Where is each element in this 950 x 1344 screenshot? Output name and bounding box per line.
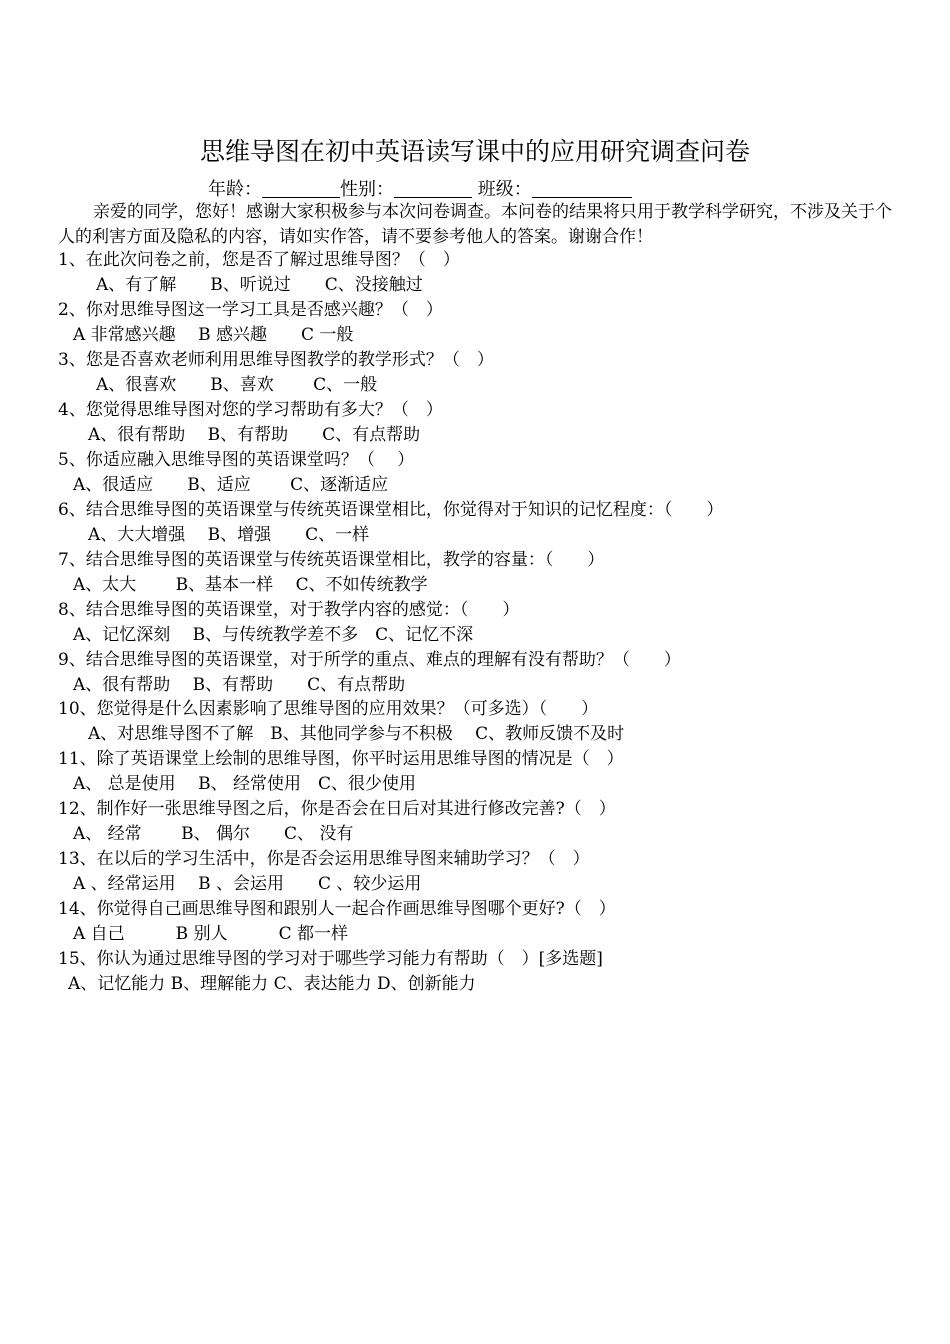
question-6-options: A、大大增强 B、增强 C、一样: [88, 525, 370, 545]
question-3: 3、您是否喜欢老师利用思维导图教学的教学形式？（ ）: [58, 350, 494, 370]
question-13: 13、在以后的学习生活中，你是否会运用思维导图来辅助学习？（ ）: [58, 849, 590, 869]
question-12-options: A、 经常 B、 偶尔 C、 没有: [73, 824, 354, 844]
question-1-options: A、有了解 B、听说过 C、没接触过: [96, 275, 423, 295]
question-9: 9、结合思维导图的英语课堂，对于所学的重点、难点的理解有没有帮助？（ ）: [58, 650, 681, 670]
question-11: 11、除了英语课堂上绘制的思维导图，你平时运用思维导图的情况是（ ）: [58, 749, 624, 769]
gender-label: 性别：: [340, 179, 394, 200]
age-blank[interactable]: [262, 179, 340, 198]
question-4-options: A、很有帮助 B、有帮助 C、有点帮助: [88, 425, 421, 445]
question-10: 10、您觉得是什么因素影响了思维导图的应用效果？（可多选）（ ）: [58, 699, 599, 719]
question-14-options: A 自己 B 别人 C 都一样: [73, 924, 348, 944]
page-title: 思维导图在初中英语读写课中的应用研究调查问卷: [199, 137, 750, 166]
question-8-options: A、记忆深刻 B、与传统教学差不多 C、记忆不深: [73, 625, 474, 645]
question-14: 14、你觉得自己画思维导图和跟别人一起合作画思维导图哪个更好?（ ）: [58, 899, 616, 919]
question-13-options: A 、经常运用 B 、会运用 C 、较少运用: [73, 874, 422, 894]
question-11-options: A、 总是使用 B、 经常使用 C、很少使用: [73, 774, 416, 794]
question-15: 15、你认为通过思维导图的学习对于哪些学习能力有帮助（ ）[多选题]: [58, 949, 603, 969]
question-9-options: A、很有帮助 B、有帮助 C、有点帮助: [73, 675, 406, 695]
intro-paragraph: 亲爱的同学，您好！感谢大家积极参与本次问卷调查。本问卷的结果将只用于教学科学研究，不涉及关于个人的利害方面及隐私的内容，请如实作答，请不要参考他人的答案。谢谢合作！: [58, 202, 892, 247]
question-2-options: A 非常感兴趣 B 感兴趣 C 一般: [73, 325, 354, 345]
question-8: 8、结合思维导图的英语课堂，对于教学内容的感觉：（ ）: [58, 600, 520, 620]
class-label: 班级：: [477, 179, 532, 200]
question-10-options: A、对思维导图不了解 B、其他同学参与不积极 C、教师反馈不及时: [88, 724, 625, 744]
class-blank[interactable]: [532, 179, 632, 198]
question-4: 4、您觉得思维导图对您的学习帮助有多大？（ ）: [58, 400, 443, 420]
question-7-options: A、太大 B、基本一样 C、不如传统教学: [73, 575, 428, 595]
question-2: 2、你对思维导图这一学习工具是否感兴趣？（ ）: [58, 300, 443, 320]
age-label: 年龄：: [208, 179, 262, 200]
question-5-options: A、很适应 B、适应 C、逐渐适应: [73, 475, 389, 495]
question-15-options: A、记忆能力 B、理解能力 C、表达能力 D、创新能力: [68, 974, 476, 994]
question-5: 5、你适应融入思维导图的英语课堂吗？（ ）: [58, 450, 415, 470]
question-3-options: A、很喜欢 B、喜欢 C、一般: [96, 375, 378, 395]
student-info-line: [208, 175, 632, 201]
question-6: 6、结合思维导图的英语课堂与传统英语课堂相比，你觉得对于知识的记忆程度：（ ）: [58, 500, 724, 520]
question-12: 12、制作好一张思维导图之后，你是否会在日后对其进行修改完善?（ ）: [58, 799, 616, 819]
question-1: 1、在此次问卷之前，您是否了解过思维导图？（ ）: [58, 250, 460, 270]
question-7: 7、结合思维导图的英语课堂与传统英语课堂相比，教学的容量：（ ）: [58, 550, 605, 570]
gender-blank[interactable]: [394, 179, 472, 198]
